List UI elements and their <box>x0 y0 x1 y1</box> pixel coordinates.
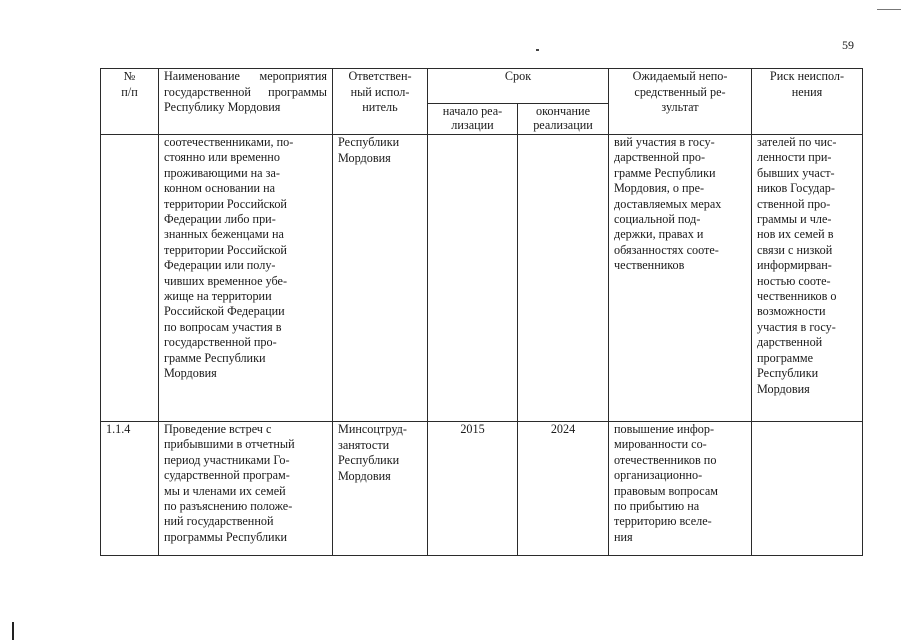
cell-executor: Минсоцтруд- занятости Республики Мордовия <box>333 422 428 556</box>
cell-end: 2024 <box>518 422 609 556</box>
cell-risk: зателей по чис- ленности при- бывших участ- ников Государ- ственной про- граммы и чле- нов их семей в связи с низкой информирван- ностью соотe- чественников о возможности участия в госу- дарственной программе Республики Мордовия <box>752 135 863 422</box>
cell-risk <box>752 422 863 556</box>
header-num: № п/п <box>101 69 159 135</box>
header-term-end: окончание реализации <box>518 104 609 135</box>
scan-corner-mark <box>877 9 901 10</box>
header-name: Наименование мероприятия государственной программы Республику Мордовия <box>159 69 333 135</box>
scan-artifact <box>536 49 539 51</box>
program-measures-table <box>100 68 863 556</box>
header-term: Срок <box>428 69 609 104</box>
cell-result: вий участия в госу- дарственной про- грамме Республики Мордовия, о пре- доставляемых мерах социальной под- держки, правах и обязанностях соотe- чественников <box>609 135 752 422</box>
header-risk: Риск неиспол- нения <box>752 69 863 135</box>
cell-name: Проведение встреч с прибывшими в отчетный период участниками Го- сударственной програм- мы и членами их семей по разъяснению положе- ний государственной программы Республики <box>159 422 333 556</box>
scan-edge-mark <box>12 622 14 640</box>
cell-start <box>428 135 518 422</box>
header-executor: Ответствен- ный испол- нитель <box>333 69 428 135</box>
header-row <box>101 69 863 104</box>
cell-num <box>101 135 159 422</box>
cell-start: 2015 <box>428 422 518 556</box>
cell-num: 1.1.4 <box>101 422 159 556</box>
header-result: Ожидаемый непо- средственный ре- зультат <box>609 69 752 135</box>
cell-executor: Республики Мордовия <box>333 135 428 422</box>
header-term-start: начало реа- лизации <box>428 104 518 135</box>
table-row <box>101 135 863 422</box>
cell-result: повышение инфор- мированности со- отечественников по организационно- правовым вопросам по прибытию на территорию вселе- ния <box>609 422 752 556</box>
cell-name: соотечественниками, по- стоянно или временно проживающими на за- конном основании на территории Российской Федерации либо при- знанных беженцами на территории Российской Федерации или полу- чивших временное убе- жище на территории Российской Федерации по вопросам участия в государственной про- грамме Республики Мордовия <box>159 135 333 422</box>
table-row <box>101 422 863 556</box>
cell-end <box>518 135 609 422</box>
page-number: 59 <box>842 38 854 52</box>
